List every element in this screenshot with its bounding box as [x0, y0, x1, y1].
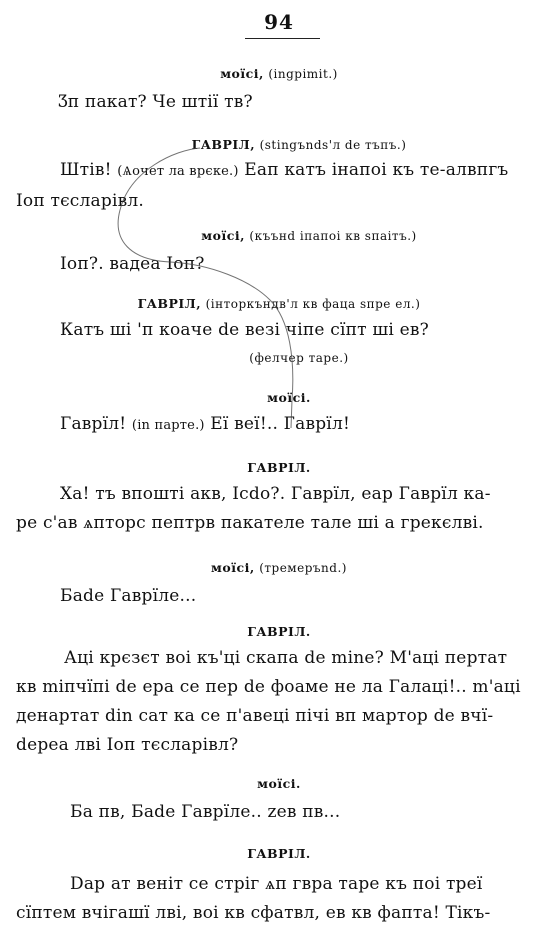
dialogue-line: Іоп тєсларівл. [16, 191, 144, 211]
dialogue-line: Іоп?. вадеа Іоп? [60, 254, 205, 274]
stage-direction: (къънd іпапоі кв sпаітъ.) [249, 229, 417, 243]
speaker-name: моїсі. [267, 390, 311, 405]
page-number-rule [245, 38, 320, 39]
speaker-heading [0, 296, 558, 311]
speaker-heading [0, 624, 558, 639]
dialogue-line: денартат din сат ка се п'авеці пічі вп мартор de вчї- [16, 706, 494, 726]
inline-stage-direction: (in парте.) [131, 418, 205, 433]
speaker-heading [0, 776, 558, 791]
speaker-heading [0, 66, 558, 81]
speaker-name: моїсі. [257, 776, 301, 791]
page-number: 94 [264, 10, 294, 34]
dialogue-text: Еап катъ інапоі къ те-алвпгъ [244, 160, 509, 180]
dialogue-text: Гаврїл! [60, 414, 127, 434]
dialogue-line: Ӡп пакат? Че штії тв? [58, 92, 253, 112]
dialogue-text: Еї веї!.. Гаврїл! [210, 414, 350, 434]
inline-stage-direction: (Ѧочет ла врєке.) [117, 164, 239, 179]
stage-direction: (тремеръnd.) [259, 561, 347, 575]
dialogue-line: Ха! тъ впошті акв, Ісdо?. Гаврїл, еар Гаврїл ка- [60, 484, 491, 504]
speaker-name: моїсі, [211, 560, 255, 575]
speaker-heading [30, 228, 558, 243]
dialogue-text: Штів! [60, 160, 112, 180]
dialogue-line: Аці крєзєт воі къ'ці скапа de mine? М'аці пертат [64, 648, 508, 668]
speaker-name: моїсі, [201, 228, 245, 243]
dialogue-line: кв mіпчїпі de ера се пер de фоаме не ла Галаці!.. m'аці [16, 677, 521, 697]
dialogue-line: сїптем вчігашї лві, воі кв сфатвл, ев кв фапта! Тікъ- [16, 903, 491, 923]
speaker-name: ГАВРІЛ, [137, 296, 202, 311]
stage-direction-line [20, 350, 558, 365]
speaker-heading [0, 560, 558, 575]
speaker-heading [10, 390, 558, 405]
speaker-name: моїсі, [220, 66, 264, 81]
stage-direction: (фелчер таре.) [249, 351, 349, 365]
stage-direction: (stingъnds'л de тъпъ.) [259, 138, 407, 152]
dialogue-line [60, 414, 350, 434]
speaker-heading [0, 460, 558, 475]
dialogue-line: Баdе Гаврїле... [60, 586, 197, 606]
speaker-heading [0, 846, 558, 861]
dialogue-line: dереа лві Іоп тєсларівл? [16, 735, 239, 755]
stage-direction: (інторкъндв'л кв фаца sпре ел.) [205, 297, 421, 311]
dialogue-line: Ба пв, Баdе Гаврїле.. zев пв... [70, 802, 341, 822]
speaker-name: ГАВРІЛ. [247, 846, 311, 861]
dialogue-line: Катъ ші 'п коаче de везі чіпе сїпт ші ев? [60, 320, 429, 340]
speaker-heading [20, 137, 558, 152]
speaker-name: ГАВРІЛ, [191, 137, 256, 152]
stage-direction: (ingpimit.) [268, 67, 338, 81]
dialogue-line: ре с'ав ѧпторс пептрв пакателе тале ші а грекєлві. [16, 513, 484, 533]
speaker-name: ГАВРІЛ. [247, 624, 311, 639]
dialogue-line: Dар ат веніт се стріг ѧп гвра таре къ поі треї [70, 874, 483, 894]
speaker-name: ГАВРІЛ. [247, 460, 311, 475]
dialogue-line [60, 160, 508, 180]
